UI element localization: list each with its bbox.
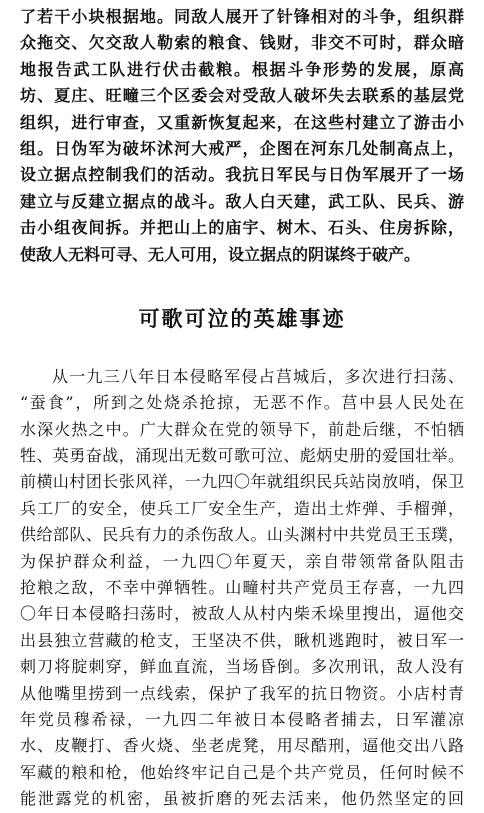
text-line: 刺刀将腚刺穿，鲜血直流，当场昏倒。多次刑讯，敌人没有 <box>20 657 464 677</box>
text-line: 众拖交、欠交敌人勒索的粮食、钱财，非交不可时，群众暗 <box>20 33 464 53</box>
text-line: 设立据点控制我们的活动。我抗日军民与日伪军展开了一场 <box>20 165 464 185</box>
text-line: 年党员穆希禄，一九四二年被日本侵略者捕去，日军灌凉 <box>20 709 464 729</box>
text-line: 兵工厂的安全，使兵工厂安全生产，造出土炸弹、手榴弹， <box>20 498 464 518</box>
text-line: 地报告武工队进行伏击截粮。根据斗争形势的发展，原高 <box>20 59 464 79</box>
text-line: 前横山村团长张风祥，一九四〇年就组织民兵站岗放哨，保卫 <box>20 472 464 492</box>
text-line: 从一九三八年日本侵略军侵占莒城后，多次进行扫荡、 <box>52 366 464 386</box>
text-line: 为保护群众利益，一九四〇年夏天，亲自带领常备队阻击 <box>20 551 464 571</box>
text-line: 能泄露党的机密，虽被折磨的死去活来，他仍然坚定的回 <box>20 789 464 809</box>
text-line: 牲、英勇奋战，涌现出无数可歌可泣、彪炳史册的爱国壮举。 <box>20 446 464 466</box>
text-line: 抢粮之敌，不幸中弹牺牲。山疃村共产党员王存喜，一九四 <box>20 578 464 598</box>
paragraph-base-area-struggle <box>20 4 464 268</box>
text-line: 水、皮鞭打、香火烧、坐老虎凳，用尽酷刑，逼他交出八路 <box>20 736 464 756</box>
text-line: 击小组夜间拆。并把山上的庙宇、树木、石头、住房拆除， <box>20 218 464 238</box>
text-line: 组。日伪军为破坏沭河大戒严，企图在河东几处制高点上， <box>20 138 464 158</box>
text-line: 出县独立营藏的枪支，王坚决不供，瞅机逃跑时，被日军一 <box>20 630 464 650</box>
text-line: “蚕食”，所到之处烧杀抢掠，无恶不作。莒中县人民处在 <box>20 393 464 413</box>
text-line: 了若干小块根据地。同敌人展开了针锋相对的斗争，组织群 <box>20 7 464 26</box>
text-line: 水深火热之中。广大群众在党的领导下，前赴后继，不怕牺 <box>20 419 464 439</box>
text-line: 坊、夏庄、旺疃三个区委会对受敌人破坏失去联系的基层党 <box>20 86 464 106</box>
text-line: 军藏的粮和枪，他始终牢记自己是个共产党员，任何时候不 <box>20 762 464 782</box>
text-line: 使敌人无料可寻、无人可用，设立据点的阴谋终于破产。 <box>20 244 421 264</box>
text-line: 建立与反建立据点的战斗。敌人白天建，武工队、民兵、游 <box>20 191 464 211</box>
text-line: 供给部队、民兵有力的杀伤敌人。山头渊村中共党员王玉璞， <box>20 525 464 545</box>
text-line: 组织，进行审查，又重新恢复起来，在这些村建立了游击小 <box>20 112 464 132</box>
section-heading: 可歌可泣的英雄事迹 <box>138 306 346 331</box>
text-line: 〇年日本侵略扫荡时，被敌人从村内柴禾垛里搜出，逼他交 <box>20 604 464 624</box>
paragraph-heroic-deeds <box>20 364 464 813</box>
text-line: 从他嘴里捞到一点线索，保护了我军的抗日物资。小店村青 <box>20 683 464 703</box>
